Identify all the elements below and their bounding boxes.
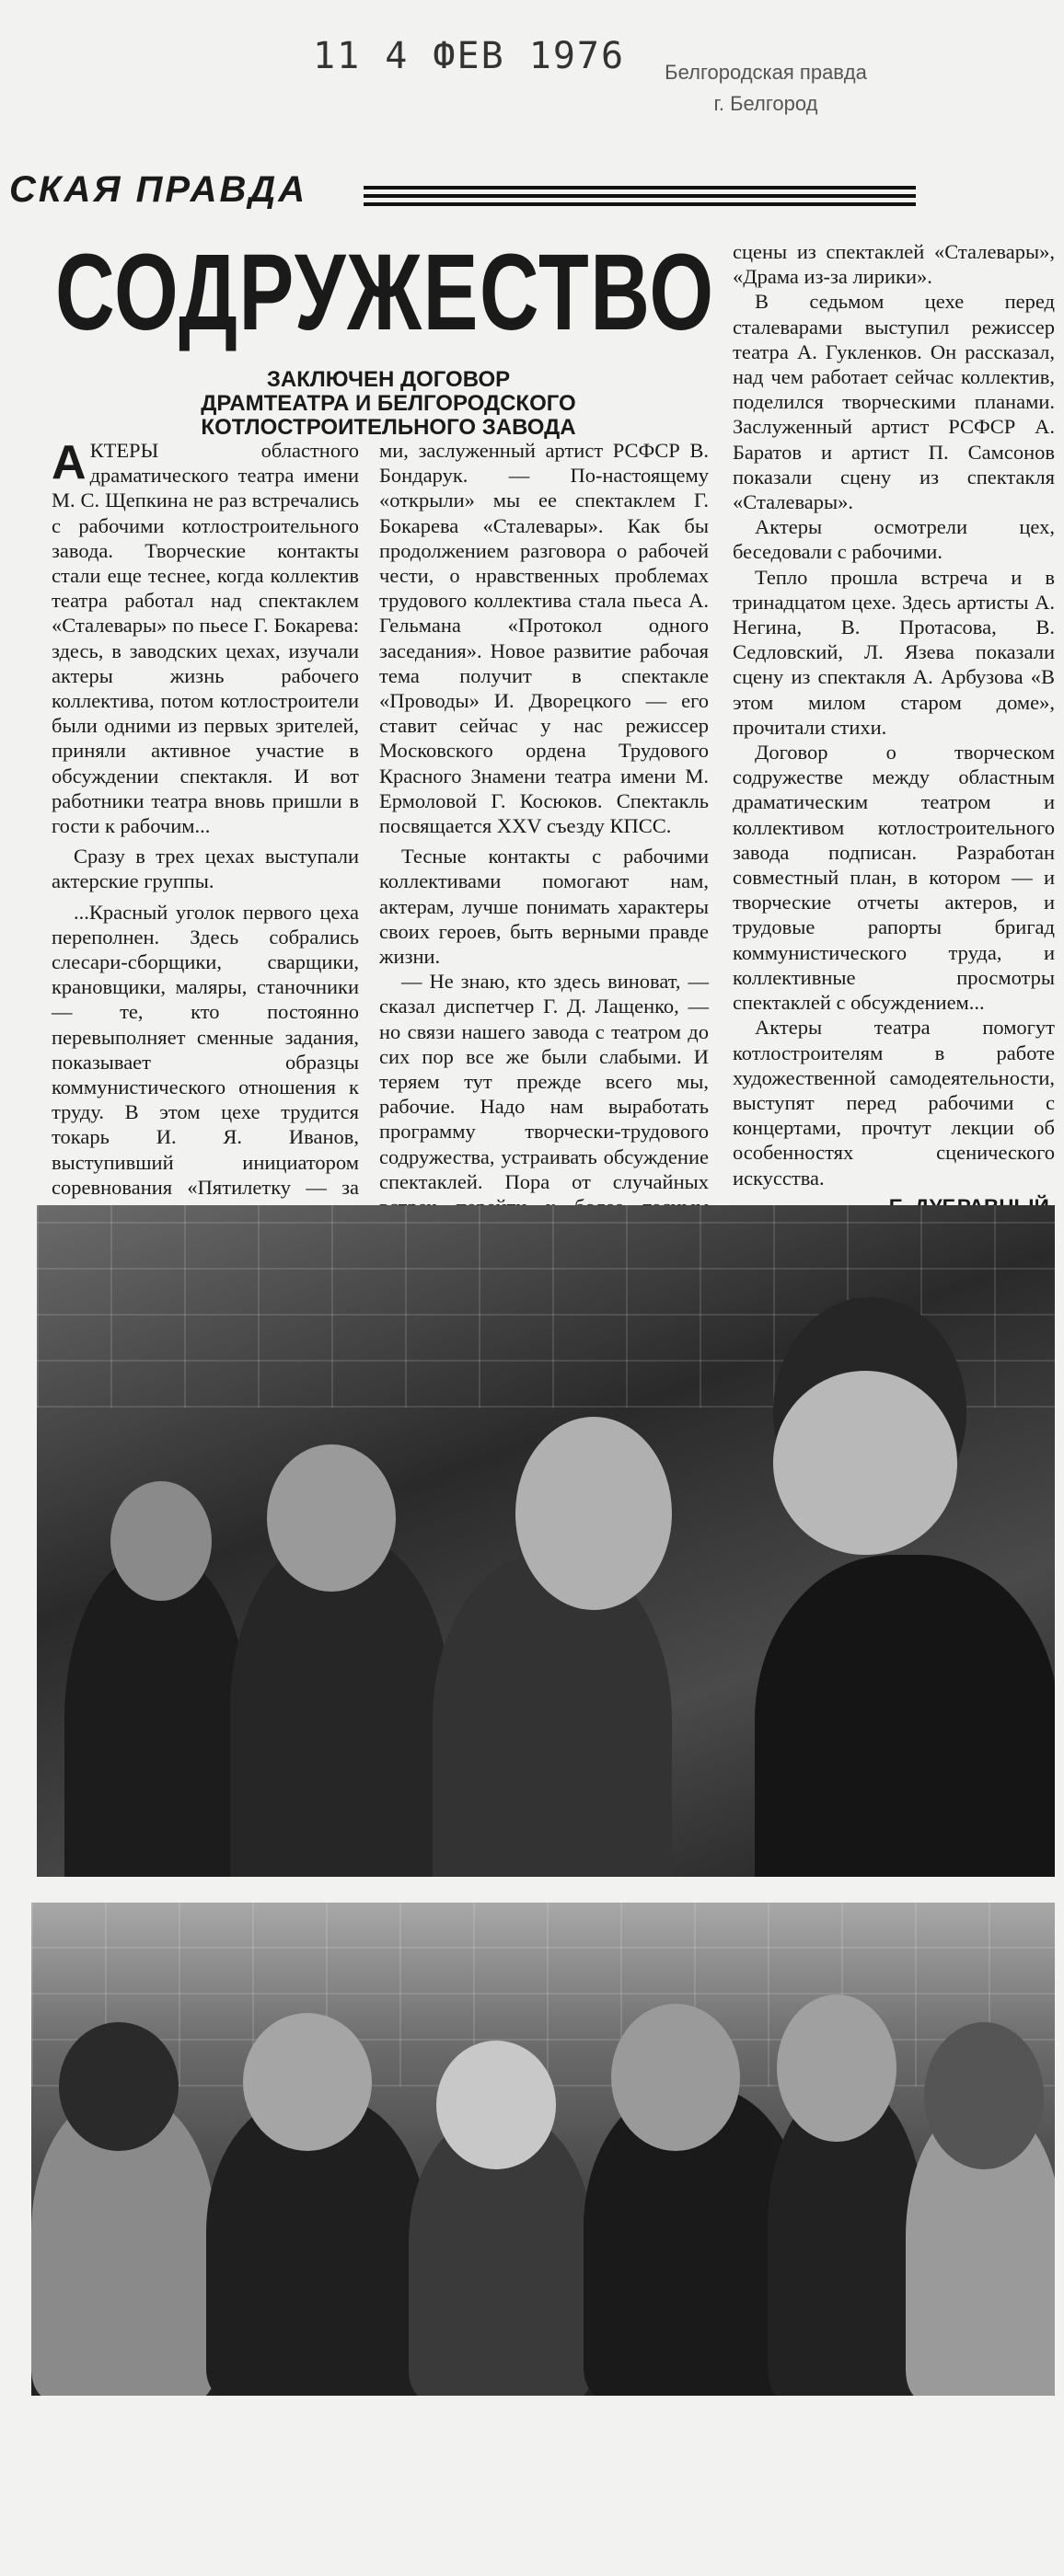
source-stamp-line1: Белгородская правда <box>665 61 867 84</box>
subhead-line3: КОТЛОСТРОИТЕЛЬНОГО ЗАВОДА <box>201 415 576 440</box>
source-stamp-line2: г. Белгород <box>713 92 818 115</box>
figure-head <box>267 1444 396 1592</box>
photo-actors-with-workers <box>31 1903 1055 2396</box>
subhead-line1: ЗАКЛЮЧЕН ДОГОВОР <box>266 367 511 392</box>
figure-silhouette <box>433 1555 672 1877</box>
paragraph: Тесные контакты с рабочими коллективами помогают нам, актерам, лучше понимать характеры своих героев, быть верными правде жизни. <box>379 845 709 969</box>
paragraph: ...Красный уголок первого цеха переполнен. Здесь собрались слесари-сборщики, сварщики, крановщики, маляры, станочники — те, кто постоянно перевыполняет сменные задания, показывает образцы коммунистического отношения к труду. В этом цехе трудится токарь И. Я. Иванов, выступивший инициатором соревнования «Пятилетку — за <box>52 900 359 1199</box>
subhead-line2: ДРАМТЕАТРА И БЕЛГОРОДСКОГО <box>201 391 576 416</box>
paragraph: Актеры театра помогут котлостроителям в работе художественной самодеятельности, выступят перед рабочими с концертами, прочтут лекции об особенностях сценического искусства. <box>733 1016 1055 1190</box>
drop-cap: А <box>52 436 87 489</box>
paragraph: — Не знаю, кто здесь виноват, — сказал диспетчер Г. Д. Лащенко, — но связи нашего завода с театром до сих пор все же были слабыми. И теряем тут прежде всего мы, рабочие. Надо нам выработать программу творчески-трудового содружества, устраивать обсуждение спектаклей. Пора от случайных <box>379 970 709 1193</box>
masthead-rule-lines <box>364 186 916 210</box>
paragraph: Сразу в трех цехах выступали актерские группы. <box>52 845 359 893</box>
figure-head <box>924 2022 1044 2169</box>
figure-head <box>515 1417 672 1610</box>
figure-head <box>243 2013 372 2151</box>
article-headline: СОДРУЖЕСТВО <box>55 232 715 353</box>
figure-silhouette <box>64 1555 249 1877</box>
article-subhead <box>140 368 637 440</box>
paragraph: Договор о творческом содружестве между областным драматическим театром и коллективом котлостроительного завода подписан. Разработан совместный план, в котором — и творческие отчеты актеров, и трудовые рапорты бригад коммунистического труда, и коллективные просмотры спектаклей с обсуждением... <box>733 741 1055 1015</box>
paragraph: В седьмом цехе перед сталеварами выступил режиссер театра А. Гукленков. Он рассказал, над чем работает сейчас коллектив, поделился творческими планами. Заслуженный артист РСФСР А. Баратов и артист П. Самсонов показали сцену из спектакля «Сталевары». <box>733 290 1055 514</box>
masthead <box>0 164 920 219</box>
figure-head <box>611 2004 740 2151</box>
paragraph: Тепло прошла встреча и в тринадцатом цехе. Здесь артисты А. Негина, В. Протасова, В. Седловский, Л. Язева показали сцену из спектакля А. Арбузова «В этом милом старом доме», прочитали стихи. <box>733 565 1055 739</box>
archive-date-stamp: 11 4 ФЕВ 1976 <box>313 35 626 77</box>
figure-head <box>436 2041 556 2169</box>
masthead-title: СКАЯ ПРАВДА <box>9 169 308 210</box>
photo-background <box>31 1903 1055 2087</box>
photo-actor-and-steelworker <box>37 1205 1055 1877</box>
figure-silhouette <box>755 1555 1055 1877</box>
paragraph-text: КТЕРЫ областного драматического театра имени М. С. Щепкина не раз встречались с рабочими котлостроительного завода. Творческие контакты стали еще теснее, когда коллектив театра работал над спектаклем «Сталевары» по пьесе Г. Бокарева: здесь, в заводских цехах, изучали актеры жизнь рабочего коллектива, потом котлостроители были одними из первых зрителей, приняли активное участие в обсуждении спектакля. И вот работники театра вновь пришли в гости к рабочим... <box>52 439 359 838</box>
figure-head <box>110 1481 212 1601</box>
figure-head <box>59 2022 179 2151</box>
paragraph: ми, заслуженный артист РСФСР В. Бондарук. — По-настоящему «открыли» мы ее спектаклем Г. Бокарева «Сталевары». Как бы продолжением разговора о рабочей чести, о нравственных проблемах трудового коллектива стала пьеса А. Гельмана «Протокол одного заседания». Новое развитие рабочая тема получит в спектакле «Проводы» И. Дворецкого — его ставит сейчас у нас режиссер Московского ордена Трудового Красного Знамени театра имени М. Ермоловой Г. Косюков. Спектакль посвящается XXV съезду КПСС. <box>379 439 709 838</box>
figure-head <box>777 1995 896 2142</box>
paragraph: Актеры осмотрели цех, беседовали с рабочими. <box>733 515 1055 564</box>
paragraph <box>52 438 359 838</box>
paragraph: сцены из спектаклей «Сталевары», «Драма из-за лирики». <box>733 240 1055 289</box>
figure-face <box>773 1371 957 1555</box>
archive-source-stamp <box>619 57 913 120</box>
